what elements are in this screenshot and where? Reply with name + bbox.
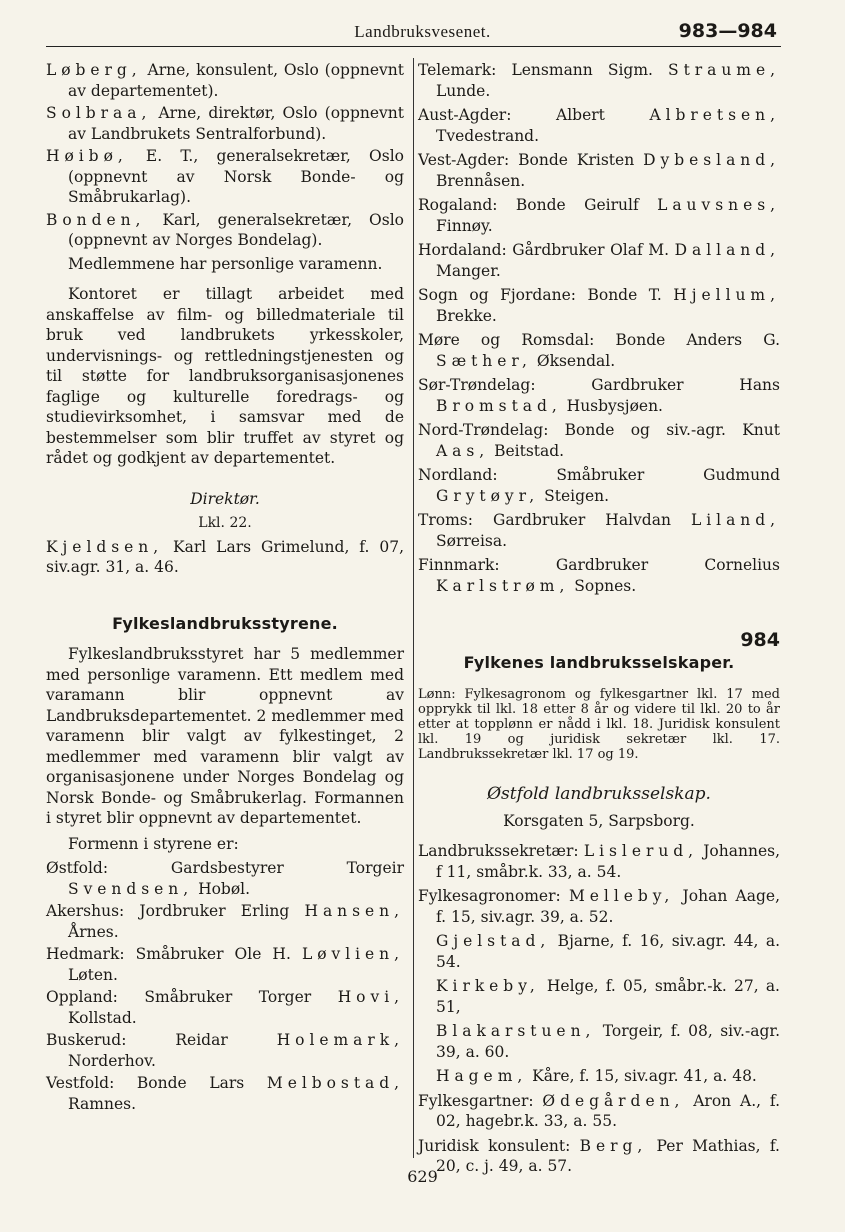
chairman-entry xyxy=(46,1030,404,1071)
staff-entry xyxy=(418,1021,780,1062)
director-entry xyxy=(46,537,404,578)
chairman-title: Lensmann Sigm. xyxy=(496,61,669,79)
member-name: Solbraa, xyxy=(46,104,152,122)
chairman-place: Ramnes. xyxy=(68,1094,137,1113)
page-number: 629 xyxy=(407,1167,438,1186)
chairman-name: Aas, xyxy=(436,441,490,460)
member-entry xyxy=(46,146,404,208)
chairman-entry xyxy=(418,330,780,371)
chairman-name: Karlstrøm, xyxy=(436,576,570,595)
chairman-name: Grytøyr, xyxy=(436,486,540,505)
chairman-entry xyxy=(418,285,780,326)
county-boards-paragraph: Fylkeslandbruksstyret har 5 medlemmer med personlige varamenn. Ett medlem med varamann blir oppnevnt av Landbruksdepartementet. 2 medlemmer med varamenn blir valgt av fylkestinget, 2 medlemmer med varamenn blir valgt av organisasjonene under Norges Bondelag og Norsk Bonde- og Småbrukerlag. Formannen i styret blir oppnevnt av departementet. xyxy=(46,645,404,827)
chairman-name: Holemark, xyxy=(276,1031,404,1049)
staff-text: Johannes, f 11, småbr.k. 33, a. 54. xyxy=(436,842,780,881)
chairman-place: Husbysjøen. xyxy=(561,396,663,415)
chairman-place: Sørreisa. xyxy=(436,531,508,550)
chairman-name: Albretsen, xyxy=(649,106,780,124)
section-heading-county-societies: Fylkenes landbruksselskaper. xyxy=(463,652,735,672)
county-label: Nord-Trøndelag: xyxy=(418,421,549,439)
office-paragraph: Kontoret er tillagt arbeidet med anskaffelse av film- og billedmateriale til bruk ved landbrukets yrkesskoler, undervisnings- og rettledningstjenesten og til støtte for landbruksorganisasjonenes faglige og kulturelle foredrags- og studievirksomhet, i samsvar med de bestemmelser som blir truffet av styret og rådet og godkjent av departementet. xyxy=(46,285,404,467)
chairman-place: Hobøl. xyxy=(193,879,251,898)
member-name: Løberg, xyxy=(46,61,142,79)
chairman-entry xyxy=(418,105,780,146)
chairman-name: Bromstad, xyxy=(436,396,562,415)
member-entry xyxy=(46,210,404,251)
staff-text: Aron A., f. 02, hagebr.k. 33, a. 55. xyxy=(436,1091,780,1130)
staff-name: Kirkeby, xyxy=(436,977,540,995)
chairman-entry xyxy=(46,901,404,942)
running-header-title: Landbruksvesenet. xyxy=(354,22,491,41)
member-text: Arne, direktør, Oslo (oppnevnt av Landbrukets Sentralforbund). xyxy=(68,104,404,143)
chairman-entry xyxy=(46,1073,404,1114)
chairman-name: Hovi, xyxy=(337,988,404,1006)
chairman-place: Manger. xyxy=(436,261,501,280)
staff-role: Fylkesgartner: xyxy=(418,1091,543,1110)
staff-role: Fylkesagronomer: xyxy=(418,887,569,905)
chairman-name: Melbostad, xyxy=(266,1074,404,1092)
county-label: Vest-Agder: xyxy=(418,151,510,169)
staff-role: Juridisk konsulent: xyxy=(418,1136,580,1155)
chairman-name: Sæther, xyxy=(436,351,532,370)
county-label: Finnmark: xyxy=(418,556,500,574)
county-label: Rogaland: xyxy=(418,196,498,214)
chairman-title: Bonde Anders G. xyxy=(594,331,780,349)
running-header-page-range: 983—984 xyxy=(678,20,777,42)
chairman-entry xyxy=(418,240,780,281)
chairman-place: Beitstad. xyxy=(489,441,565,460)
staff-name: Lislerud, xyxy=(583,842,699,860)
county-label: Hedmark: xyxy=(46,945,125,963)
chairman-title: Reidar xyxy=(126,1031,277,1049)
chairman-entry xyxy=(418,555,780,596)
staff-entry xyxy=(418,976,780,1017)
chairman-name: Straume, xyxy=(668,61,780,79)
chairman-name: Liland, xyxy=(690,511,780,529)
column-divider xyxy=(413,58,414,1158)
chairman-title: Bonde og siv.-agr. Knut xyxy=(548,421,780,439)
staff-text: Kåre, f. 15, siv.agr. 41, a. 48. xyxy=(527,1067,757,1085)
member-entry xyxy=(46,103,404,144)
chairmen-intro: Formenn i styrene er: xyxy=(68,834,239,853)
members-note: Medlemmene har personlige varamenn. xyxy=(68,254,383,273)
county-label: Telemark: xyxy=(418,61,497,79)
chairman-title: Småbruker Torger xyxy=(117,988,338,1006)
staff-text: Bjarne, f. 16, siv.agr. 44, a. 54. xyxy=(436,932,780,971)
chairman-title: Gardbruker Cornelius xyxy=(499,556,780,574)
staff-entry xyxy=(418,931,780,972)
staff-name: Hagem, xyxy=(436,1067,528,1085)
society-name: Østfold landbruksselskap. xyxy=(487,784,711,804)
member-text: Karl, generalsekretær, Oslo (oppnevnt av Norges Bondelag). xyxy=(68,210,404,249)
chairman-title: Albert xyxy=(511,106,650,124)
chairman-place: Brennåsen. xyxy=(436,171,526,190)
county-label: Østfold: xyxy=(46,859,109,877)
staff-name: Berg, xyxy=(579,1136,648,1155)
director-grade: Lkl. 22. xyxy=(198,515,252,531)
county-label: Sør-Trøndelag: xyxy=(418,376,536,394)
county-label: Møre og Romsdal: xyxy=(418,331,595,349)
chairman-entry xyxy=(46,987,404,1028)
county-label: Buskerud: xyxy=(46,1031,127,1049)
staff-text: Johan Aage, f. 15, siv.agr. 39, a. 52. xyxy=(436,887,780,926)
chairman-title: Gardbruker Hans xyxy=(535,376,780,394)
section-number: 984 xyxy=(740,629,780,651)
staff-name: Gjelstad, xyxy=(436,932,551,950)
county-label: Oppland: xyxy=(46,988,118,1006)
staff-entry xyxy=(418,1066,780,1087)
staff-role: Landbrukssekretær: xyxy=(418,842,584,860)
chairman-title: Gardbruker Halvdan xyxy=(472,511,691,529)
director-name: Kjeldsen, xyxy=(46,537,164,556)
left-column xyxy=(46,60,404,1114)
staff-name: Blakarstuen, xyxy=(436,1022,596,1040)
chairman-place: Norderhov. xyxy=(68,1051,156,1070)
county-label: Sogn og Fjordane: xyxy=(418,286,576,304)
chairman-place: Øksendal. xyxy=(531,351,616,370)
chairman-name: Lauvsnes, xyxy=(657,196,780,214)
member-text: Arne, konsulent, Oslo (oppnevnt av departementet). xyxy=(68,61,404,100)
chairman-place: Steigen. xyxy=(539,486,610,505)
chairman-name: Hansen, xyxy=(304,902,404,920)
chairman-place: Brekke. xyxy=(436,306,497,325)
chairman-title: Bonde Lars xyxy=(114,1074,267,1092)
chairman-place: Kollstad. xyxy=(68,1008,137,1027)
staff-name: Melleby, xyxy=(568,887,675,905)
staff-entry xyxy=(418,1091,780,1132)
member-name: Bonden, xyxy=(46,210,146,229)
section-heading-county-boards: Fylkeslandbruksstyrene. xyxy=(112,613,338,633)
staff-text: Per Mathias, f. 20, c. j. 49, a. 57. xyxy=(436,1136,780,1175)
chairman-entry xyxy=(418,195,780,236)
staff-entry xyxy=(418,841,780,882)
chairman-title: Bonde Geirulf xyxy=(497,196,658,214)
chairman-place: Løten. xyxy=(68,965,118,984)
chairman-entry xyxy=(46,858,404,899)
salary-note: Lønn: Fylkesagronom og fylkesgartner lkl. 17 med opprykk til lkl. 18 etter 8 år og videre til lkl. 20 to år etter at topplønn er nådd i lkl. 18. Juridisk konsulent lkl. 19 og juridisk sekretær lkl. 17. Landbrukssekretær lkl. 17 og 19. xyxy=(418,687,780,762)
chairman-title: Jordbruker Erling xyxy=(124,902,305,920)
county-label: Akershus: xyxy=(46,902,125,920)
chairman-name: Løvlien, xyxy=(301,945,404,963)
chairman-name: Dybesland, xyxy=(643,151,780,169)
member-name: Høibø, xyxy=(46,147,128,165)
right-column xyxy=(418,60,780,1181)
chairman-title: Bonde T. xyxy=(575,286,674,304)
county-label: Troms: xyxy=(418,511,473,529)
county-label: Vestfold: xyxy=(46,1074,115,1092)
chairman-entry xyxy=(418,60,780,101)
county-label: Nordland: xyxy=(418,466,498,484)
county-label: Aust-Agder: xyxy=(418,106,512,124)
chairman-entry xyxy=(418,375,780,416)
chairman-entry xyxy=(418,510,780,551)
chairman-place: Finnøy. xyxy=(436,216,493,235)
chairman-entry xyxy=(46,944,404,985)
member-text: E. T., generalsekretær, Oslo (oppnevnt av Norsk Bonde- og Småbrukarlag). xyxy=(68,147,404,206)
chairman-name: Dalland, xyxy=(674,241,780,259)
staff-text: Helge, f. 05, småbr.-k. 27, a. 51, xyxy=(436,977,780,1016)
county-label: Hordaland: xyxy=(418,241,507,259)
chairman-title: Småbruker Gudmund xyxy=(497,466,780,484)
chairman-place: Lunde. xyxy=(436,81,491,100)
chairman-entry xyxy=(418,420,780,461)
chairman-place: Årnes. xyxy=(68,922,119,941)
chairman-entry xyxy=(418,150,780,191)
staff-text: Torgeir, f. 08, siv.-agr. 39, a. 60. xyxy=(436,1022,780,1061)
society-address: Korsgaten 5, Sarpsborg. xyxy=(503,811,695,830)
chairman-name: Svendsen, xyxy=(68,879,194,898)
director-text: Karl Lars Grimelund, f. 07, siv.agr. 31, a. 46. xyxy=(46,537,404,576)
chairman-place: Tvedestrand. xyxy=(436,126,540,145)
chairman-name: Hjellum, xyxy=(673,286,780,304)
header-rule xyxy=(46,46,781,47)
staff-entry xyxy=(418,886,780,927)
chairman-title: Bonde Kristen xyxy=(509,151,644,169)
chairman-title: Gardsbestyrer Torgeir xyxy=(108,859,404,877)
chairman-entry xyxy=(418,465,780,506)
director-title: Direktør. xyxy=(190,489,260,508)
chairman-title: Gårdbruker Olaf M. xyxy=(506,241,675,259)
chairman-title: Småbruker Ole H. xyxy=(124,945,302,963)
staff-name: Ødegården, xyxy=(542,1091,685,1110)
member-entry xyxy=(46,60,404,101)
chairman-place: Sopnes. xyxy=(569,576,637,595)
